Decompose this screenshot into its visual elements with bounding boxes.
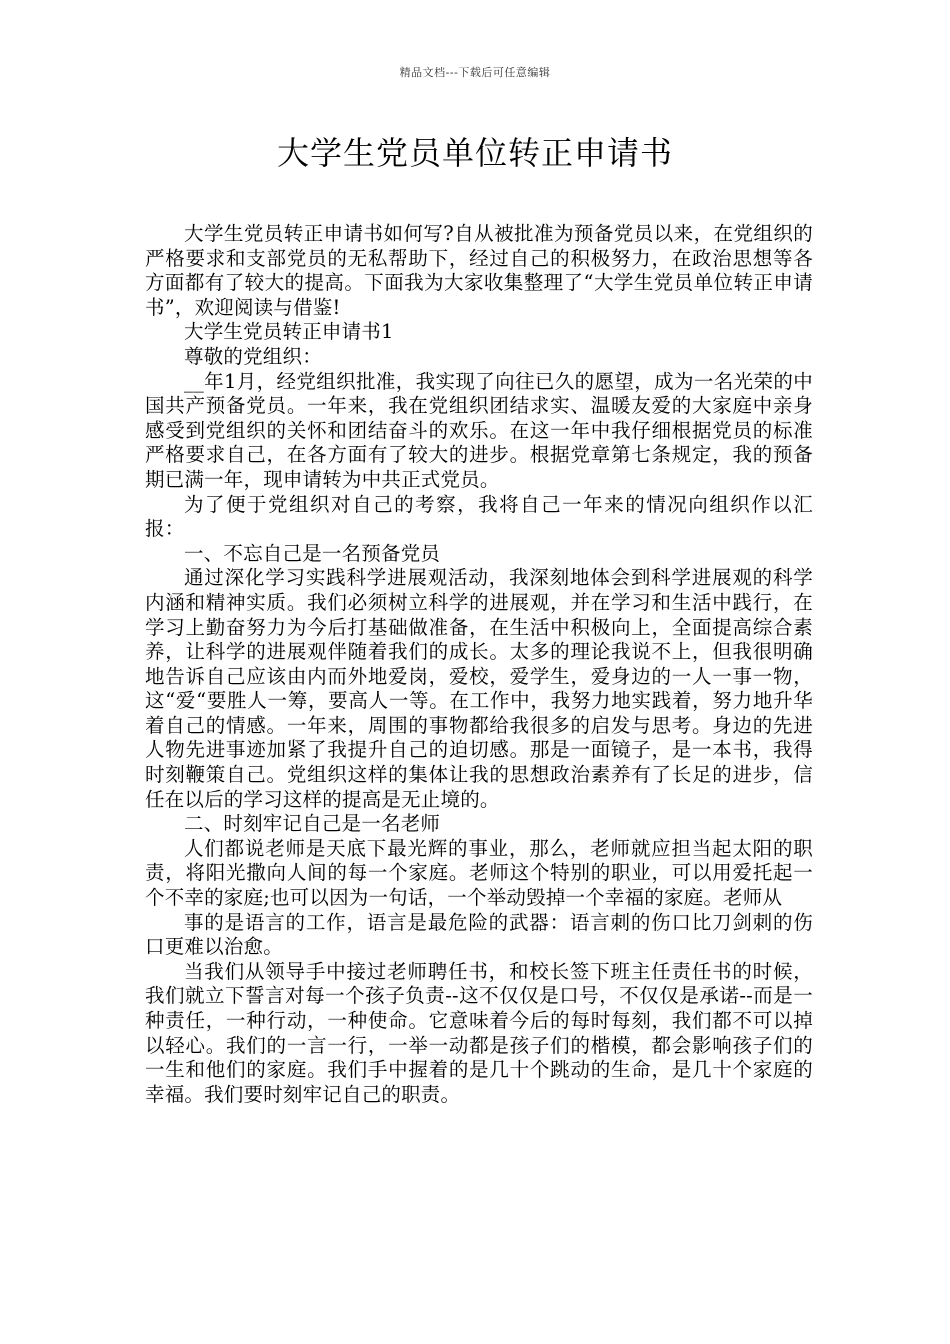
- salutation: 尊敬的党组织：: [184, 344, 322, 368]
- body-paragraph: 为了便于党组织对自己的考察，我将自己一年来的情况向组织作以汇报：: [145, 492, 813, 541]
- body-paragraph: 人们都说老师是天底下最光辉的事业，那么，老师就应担当起太阳的职责，将阳光撒向人间的每一个家庭。老师这个特别的职业，可以用爱托起一个不幸的家庭;也可以因为一句话，一个举动毁掉一个幸福的家庭。老师从: [145, 836, 813, 910]
- body-paragraph: __年1月，经党组织批准，我实现了向往已久的愿望，成为一名光荣的中国共产预备党员。一年来，我在党组织团结求实、温暖友爱的大家庭中亲身感受到党组织的关怀和团结奋斗的欢乐。在这一年中我仔细根据党员的标准严格要求自己，在各方面有了较大的进步。根据党章第七条规定，我的预备期已满一年，现申请转为中共正式党员。: [145, 369, 813, 491]
- section-heading: 一、不忘自己是一名预备党员: [184, 541, 441, 565]
- section-heading: 二、时刻牢记自己是一名老师: [184, 812, 441, 836]
- body-paragraph: 通过深化学习实践科学进展观活动，我深刻地体会到科学进展观的科学内涵和精神实质。我们必须树立科学的进展观，并在学习和生活中践行，在学习上勤奋努力为今后打基础做准备，在生活中积极向上，全面提高综合素养，让科学的进展观伴随着我们的成长。太多的理论我说不上，但我很明确地告诉自己应该由内而外地爱岗，爱校，爱学生，爱身边的一人一事一物，这“爱“要胜人一筹，要高人一等。在工作中，我努力地实践着，努力地升华着自己的情感。一年来，周围的事物都给我很多的启发与思考。身边的先进人物先进事迹加紧了我提升自己的迫切感。那是一面镜子，是一本书，我得时刻鞭策自己。党组织这样的集体让我的思想政治素养有了长足的进步，信任在以后的学习这样的提高是无止境的。: [145, 566, 813, 811]
- document-title: 大学生党员单位转正申请书: [276, 134, 673, 172]
- section-heading: 大学生党员转正申请书1: [184, 320, 394, 344]
- header-note: 精品文档---下载后可任意编辑: [399, 66, 551, 79]
- document-body: [145, 222, 813, 1107]
- body-paragraph: 事的是语言的工作，语言是最危险的武器：语言刺的伤口比刀剑刺的伤口更难以治愈。: [145, 910, 813, 959]
- intro-paragraph: 大学生党员转正申请书如何写?自从被批准为预备党员以来，在党组织的严格要求和支部党员的无私帮助下，经过自己的积极努力，在政治思想等各方面都有了较大的提高。下面我为大家收集整理了“大学生党员单位转正申请书”，欢迎阅读与借鉴!: [145, 222, 813, 319]
- body-paragraph: 当我们从领导手中接过老师聘任书，和校长签下班主任责任书的时候，我们就立下誓言对每一个孩子负责--这不仅仅是口号，不仅仅是承诺--而是一种责任，一种行动，一种使命。它意味着今后的每时每刻，我们都不可以掉以轻心。我们的一言一行，一举一动都是孩子们的楷模，都会影响孩子们的一生和他们的家庭。我们手中握着的是几十个跳动的生命，是几十个家庭的幸福。我们要时刻牢记自己的职责。: [145, 959, 813, 1106]
